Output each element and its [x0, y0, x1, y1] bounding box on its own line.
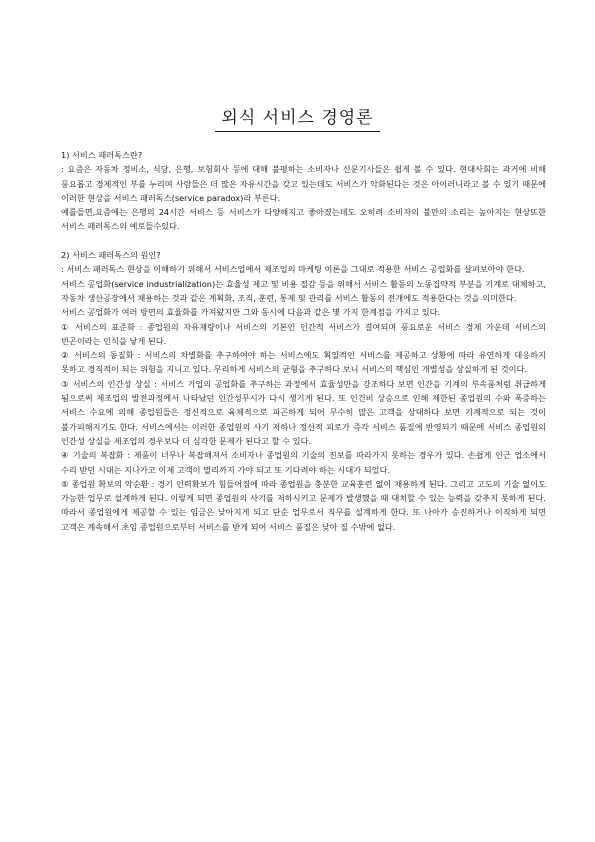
paragraph: 예를들면,요즘에는 은행의 24시간 서비스 등 서비스가 다양해지고 좋아졌는데도 오히려 소비자의 불만의 소리는 높아지는 현상또한 서비스 패러독스의 예로들수있다.: [61, 207, 546, 232]
paragraph: : 서비스 패러독스 현상을 이해하기 위해서 서비스업에서 제조업의 마케팅 이론을 그대로 적용한 서비스 공업화를 살펴보아야 한다.: [61, 264, 525, 275]
list-item: ① 서비스의 표준화 : 종업원의 자유재량이나 서비스의 기본인 인간적 서비스가 결여되며 풍요로운 서비스 경제 가운데 서비스의 빈곤이라는 인식을 낳게 된다.: [61, 321, 546, 346]
paragraph: 서비스 공업화(service industrialization)는 효율성 제고 및 비용 절감 등을 위해서 서비스 활동의 노동집약적 부분을 기계로 대체하고, 자동차 생산공장에서 채용하는 것과 같은 계획화, 조직, 훈련, 통제 및 관리를 서비스 활동의 전개에도 적용한다는 것을 의미한다.: [61, 278, 546, 303]
list-item: ⑤ 종업원 확보의 악순환 : 경기 인력확보가 힘들어짐에 따라 종업원을 충분한 교육훈련 없이 채용하게 된다. 그리고 고도의 기술 없이도 가능한 업무로 설계하게 된다. 이렇게 되면 종업원의 사기를 저하시키고 문제가 발생했을 때 대처할 수 있는 능력을 갖추지 못하게 된다. 따라서 종업원에게 제공할 수 있는 임금은 낮아지게 되고 단순 업무로서 직무를 설계하게 한다. 또 나아가 승진하거나 이직하게 되면 고객은 계속해서 초임 종업원으로부터 서비스를 받게 되어 서비스 품질은 낮아 질 수밖에 없다.: [61, 478, 546, 532]
list-item: ④ 기술의 복잡화 : 제품이 너무나 복잡해져서 소비자나 종업원의 기술의 진보를 따라가지 못하는 경우가 있다. 손쉽게 인근 업소에서 수리 받던 시대는 지나가고 이제 고객이 멀리까지 가야 되고 또 기다려야 하는 시대가 되었다.: [61, 450, 546, 475]
list-item: ② 서비스의 동질화 : 서비스의 차별화를 추구하여야 하는 서비스에도 획일적인 서비스를 제공하고 상황에 따라 유연하게 대응하지 못하고 경직적이 되는 위험을 지니고 있다. 무리하게 서비스의 균형을 추구하다 보니 서비스의 핵심인 개별성을 상실하게 된 것이다.: [61, 350, 546, 375]
section-heading: 1) 서비스 패러독스란?: [61, 150, 143, 160]
paragraph: : 요즘은 자동차 정비소, 식당, 은행, 보험회사 등에 대해 불평하는 소비자나 신문기사들은 쉽게 볼 수 있다. 현대사회는 과거에 비해 풍요롭고 경제적인 부를 누리며 사람들은 더 많은 자유시간을 갖고 있는데도 서비스가 악화된다는 것은 아이러니라고 볼 수 있기 때문에 이러한 현상을 서비스 패러독스(service paradox)라 부른다.: [61, 164, 546, 203]
section-gap: [61, 234, 546, 248]
page-title: 외식 서비스 경영론: [215, 103, 379, 132]
list-item: ③ 서비스의 인간성 상실 : 서비스 기업의 공업화를 추구하는 과정에서 효율성만을 강조하다 보면 인간을 기계의 부속품처럼 취급하게 됨으로써 제조업의 발전과정에서 나타났던 인간성무시가 다시 생기게 된다. 또 인건비 상승으로 인해 제한된 종업원의 수와 폭증하는 서비스 수요에 의해 종업원들은 정신적으로 육체적으로 피곤하게 되어 무수히 많은 고객을 상대하다 보면 기계적으로 되는 것이 불가피해지기도 한다. 서비스에서는 이러한 종업원의 사기 저하나 정신적 피로가 즉각 서비스 품질에 반영되기 때문에 서비스 종업원의 인간성 상실을 제조업의 경우보다 더 심각한 문제가 된다고 할 수 있다.: [61, 378, 546, 446]
title-block: [0, 103, 595, 132]
document-body: [61, 148, 546, 534]
section-heading: 2) 서비스 패러독스의 원인?: [61, 250, 161, 261]
paragraph: 서비스 공업화가 여러 방면의 효율화를 가져왔지만 그와 동시에 다음과 같은 몇 가지 한계점을 가지고 있다.: [61, 307, 441, 318]
